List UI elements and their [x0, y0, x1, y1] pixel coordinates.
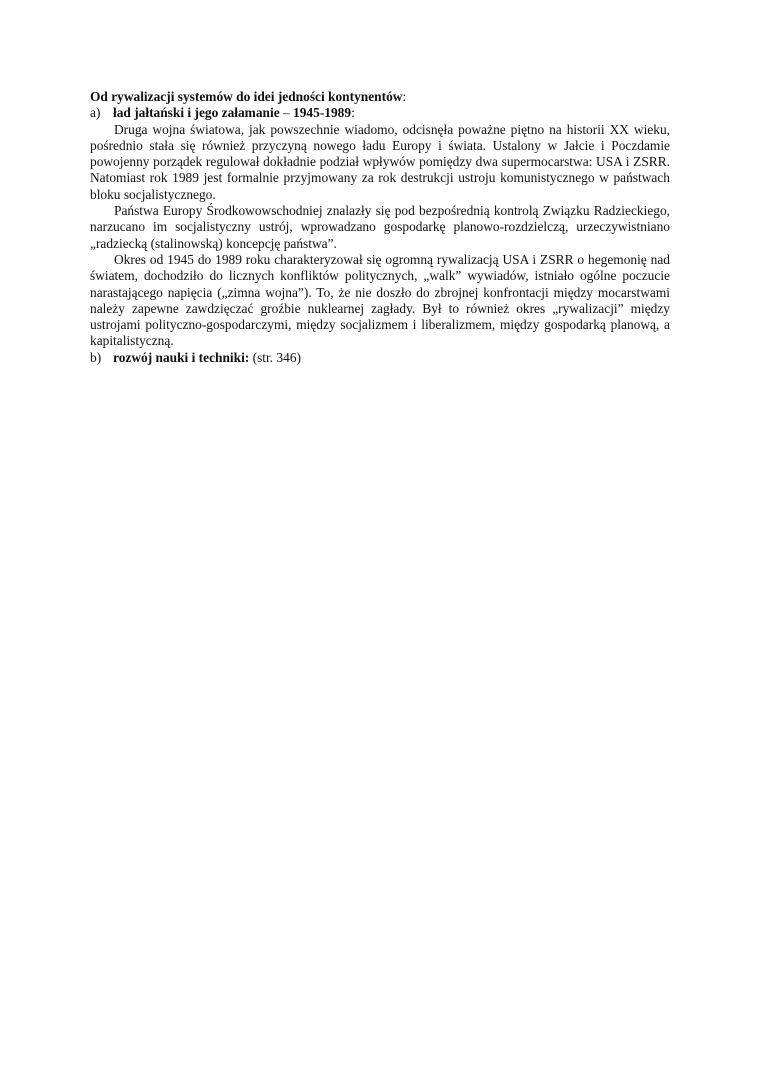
section-a-heading-text [113, 105, 355, 121]
section-b-heading-text [113, 350, 301, 366]
paragraph-3: Okres od 1945 do 1989 roku charakteryzował się ogromną rywalizacją USA i ZSRR o hegemonię nad światem, dochodziło do licznych konfliktów politycznych, „walk” wywiadów, istniało ogólne poczucie narastającego napięcia („zimna wojna”). To, że nie doszło do zbrojnej konfrontacji między mocarstwami należy zapewne zawdzięczać groźbie nuklearnej zagłady. Był to również okres „rywalizacji” między ustrojami polityczno-gospodarczymi, między socjalizmem i liberalizmem, między gospodarką planową, a kapitalistyczną. [90, 251, 670, 349]
title-colon: : [402, 89, 407, 104]
section-a-colon: : [351, 105, 355, 121]
section-a-title: ład jałtański i jego załamanie [113, 105, 280, 121]
section-b-heading [90, 350, 670, 366]
section-a-dash: – [279, 105, 294, 121]
section-a-heading [90, 105, 670, 121]
document-title [90, 89, 670, 105]
section-a-years: 1945-1989 [293, 105, 352, 121]
section-a-marker: a) [90, 105, 101, 121]
paragraph-1: Druga wojna światowa, jak powszechnie wiadomo, odcisnęła poważne piętno na historii XX wieku, pośrednio stała się również przyczyną nowego ładu Europy i świata. Ustalony w Jałcie i Poczdamie powojenny porządek regulował dokładnie podział wpływów pomiędzy dwa supermocarstwa: USA i ZSRR. Natomiast rok 1989 jest formalnie przyjmowany za rok destrukcji ustroju komunistycznego w państwach bloku socjalistycznego. [90, 121, 670, 202]
section-b-marker: b) [90, 349, 102, 365]
section-b-reference: (str. 346) [249, 349, 301, 365]
title-text: Od rywalizacji systemów do idei jedności kontynentów [90, 89, 403, 104]
document-page [90, 89, 670, 366]
paragraph-2: Państwa Europy Środkowowschodniej znalazły się pod bezpośrednią kontrolą Związku Radzieckiego, narzucano im socjalistyczny ustrój, wprowadzano gospodarkę planowo-rozdzielczą, urzeczywistniano „radziecką (stalinowską) koncepcję państwa”. [90, 203, 670, 251]
section-b-title: rozwój nauki i techniki: [113, 349, 250, 365]
